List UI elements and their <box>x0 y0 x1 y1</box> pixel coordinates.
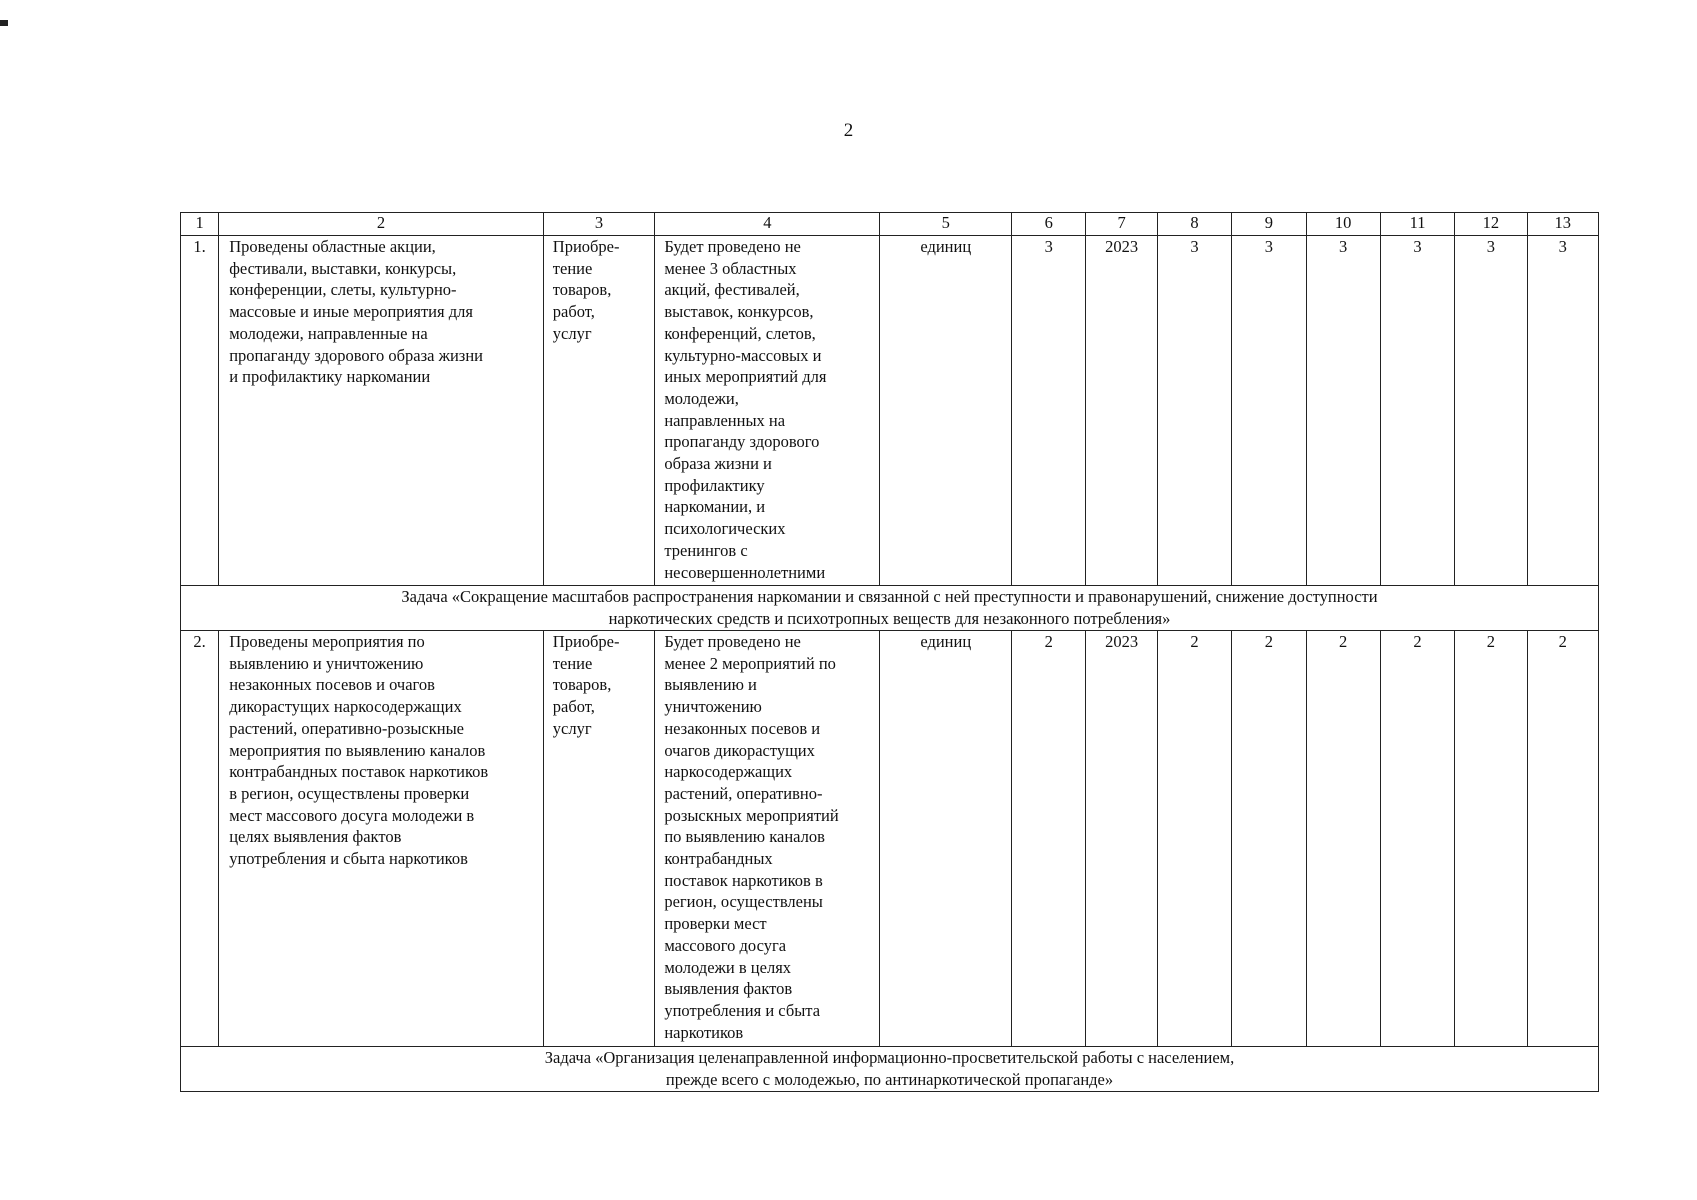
column-number-9: 9 <box>1232 213 1306 236</box>
table-header-row <box>181 213 1599 236</box>
base-year-cell: 2023 <box>1086 631 1157 1047</box>
value-col-9: 3 <box>1232 236 1306 586</box>
column-number-11: 11 <box>1380 213 1454 236</box>
description-text: Будет проведено не менее 2 мероприятий по выявлению и уничтожению незаконных посевов и очагов дикорастущих наркосодержащих растений, оперативно- розыскных мероприятий по выявлению каналов контрабандных поставок наркотиков в регион, осуществлены проверки мест массового досуга молодежи в целях выявления фактов употребления и сбыта наркотиков <box>655 631 880 1047</box>
column-number-5: 5 <box>880 213 1012 236</box>
task-row <box>181 1047 1599 1092</box>
task-row <box>181 586 1599 631</box>
row-number: 2. <box>181 631 219 1047</box>
row-number: 1. <box>181 236 219 586</box>
type-text: Приобре- тение товаров, работ, услуг <box>543 236 655 586</box>
result-text: Проведены областные акции, фестивали, выставки, конкурсы, конференции, слеты, культурно- массовые и иные мероприятия для молодежи, направленные на пропаганду здорового образа жизни и профилактику наркомании <box>219 236 544 586</box>
base-value-cell: 2 <box>1012 631 1086 1047</box>
column-number-4: 4 <box>655 213 880 236</box>
value-col-13: 2 <box>1527 631 1598 1047</box>
value-col-10: 2 <box>1306 631 1380 1047</box>
value-col-12: 2 <box>1455 631 1527 1047</box>
task-title: Задача «Сокращение масштабов распространения наркомании и связанной с ней преступности и правонарушений, снижение доступности наркотических средств и психотропных веществ для незаконного потребления» <box>181 586 1599 631</box>
value-col-11: 3 <box>1380 236 1454 586</box>
value-col-8: 3 <box>1157 236 1231 586</box>
column-number-2: 2 <box>219 213 544 236</box>
column-number-1: 1 <box>181 213 219 236</box>
base-year-cell: 2023 <box>1086 236 1157 586</box>
value-col-11: 2 <box>1380 631 1454 1047</box>
value-col-9: 2 <box>1232 631 1306 1047</box>
column-number-8: 8 <box>1157 213 1231 236</box>
unit-cell: единиц <box>880 631 1012 1047</box>
column-number-7: 7 <box>1086 213 1157 236</box>
base-value-cell: 3 <box>1012 236 1086 586</box>
value-col-13: 3 <box>1527 236 1598 586</box>
unit-cell: единиц <box>880 236 1012 586</box>
page-number: 2 <box>843 120 854 141</box>
indicator-table <box>180 212 1599 1092</box>
type-text: Приобре- тение товаров, работ, услуг <box>543 631 655 1047</box>
column-number-10: 10 <box>1306 213 1380 236</box>
task-title: Задача «Организация целенаправленной информационно-просветительской работы с населением, прежде всего с молодежью, по антинаркотической пропаганде» <box>181 1047 1599 1092</box>
table-row <box>181 236 1599 586</box>
column-number-6: 6 <box>1012 213 1086 236</box>
scan-edge-mark <box>0 20 8 26</box>
value-col-12: 3 <box>1455 236 1527 586</box>
value-col-8: 2 <box>1157 631 1231 1047</box>
column-number-3: 3 <box>543 213 655 236</box>
result-text: Проведены мероприятия по выявлению и уничтожению незаконных посевов и очагов дикорастущих наркосодержащих растений, оперативно-розыскные мероприятия по выявлению каналов контрабандных поставок наркотиков в регион, осуществлены проверки мест массового досуга молодежи в целях выявления фактов употребления и сбыта наркотиков <box>219 631 544 1047</box>
column-number-13: 13 <box>1527 213 1598 236</box>
value-col-10: 3 <box>1306 236 1380 586</box>
description-text: Будет проведено не менее 3 областных акций, фестивалей, выставок, конкурсов, конференций, слетов, культурно-массовых и иных мероприятий для молодежи, направленных на пропаганду здорового образа жизни и профилактику наркомании, и психологических тренингов с несовершеннолетними <box>655 236 880 586</box>
table-row <box>181 631 1599 1047</box>
column-number-12: 12 <box>1455 213 1527 236</box>
